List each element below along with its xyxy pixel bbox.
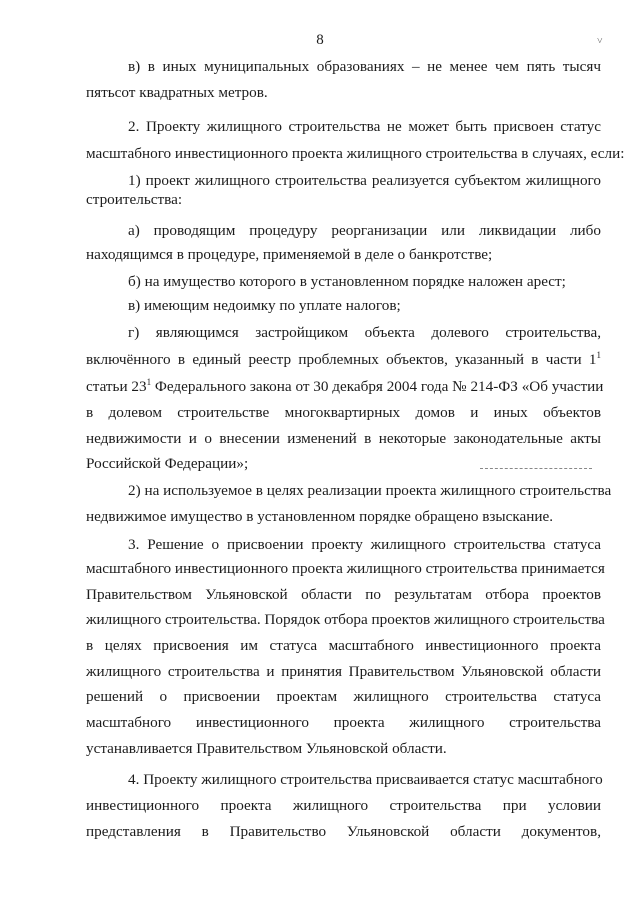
text-line: решений о присвоении проектам жилищного строительства статуса: [86, 688, 601, 705]
text-line: находящимся в процедуре, применяемой в деле о банкротстве;: [86, 246, 493, 263]
text-line: инвестиционного проекта жилищного строительства при условии: [86, 797, 601, 814]
scan-mark: ˅: [597, 36, 603, 47]
text-line-with-superscript: [86, 377, 604, 396]
text-line: 2) на используемое в целях реализации проекта жилищного строительства: [128, 482, 612, 499]
text-line: 4. Проекту жилищного строительства присваивается статус масштабного: [128, 771, 603, 788]
text-line: 1) проект жилищного строительства реализуется субъектом жилищного: [128, 172, 601, 189]
text-line: в) в иных муниципальных образованиях – не менее чем пять тысяч: [128, 58, 601, 75]
text-fragment: статьи 23: [86, 378, 147, 395]
superscript: 1: [146, 377, 152, 387]
text-fragment: включённого в единый реестр проблемных объектов, указанный в части 1: [86, 351, 597, 368]
text-line: масштабного инвестиционного проекта жилищного строительства в случаях, если:: [86, 145, 625, 162]
text-line: недвижимости и о внесении изменений в некоторые законодательные акты: [86, 430, 601, 447]
superscript: 1: [596, 350, 601, 360]
text-line: г) являющимся застройщиком объекта долевого строительства,: [128, 324, 601, 341]
text-line-with-superscript: [86, 351, 601, 369]
text-line: строительства:: [86, 191, 183, 208]
text-line: жилищного строительства. Порядок отбора проектов жилищного строительства: [86, 611, 605, 628]
text-line: Правительством Ульяновской области по результатам отбора проектов: [86, 586, 601, 603]
text-line: в целях присвоения им статуса масштабного инвестиционного проекта: [86, 637, 601, 654]
text-line: 2. Проекту жилищного строительства не может быть присвоен статус: [128, 118, 601, 135]
text-line: масштабного инвестиционного проекта жилищного строительства: [86, 714, 601, 731]
text-line: а) проводящим процедуру реорганизации или ликвидации либо: [128, 222, 601, 239]
text-line: жилищного строительства и принятия Правительством Ульяновской области: [86, 663, 601, 680]
text-line: представления в Правительство Ульяновской области документов,: [86, 823, 601, 840]
text-line: 3. Решение о присвоении проекту жилищного строительства статуса: [128, 536, 601, 553]
pencil-mark: [480, 468, 592, 470]
text-fragment: Федерального закона от 30 декабря 2004 года № 214-ФЗ «Об участии: [151, 378, 604, 395]
text-line: Российской Федерации»;: [86, 455, 249, 472]
text-line: устанавливается Правительством Ульяновской области.: [86, 740, 447, 757]
page-number: 8: [316, 32, 324, 48]
text-line: недвижимое имущество в установленном порядке обращено взыскание.: [86, 508, 554, 525]
text-line: б) на имущество которого в установленном порядке наложен арест;: [128, 273, 566, 290]
text-line: в) имеющим недоимку по уплате налогов;: [128, 297, 401, 314]
text-line: масштабного инвестиционного проекта жилищного строительства принимается: [86, 560, 605, 577]
text-line: пятьсот квадратных метров.: [86, 84, 268, 101]
text-line: в долевом строительстве многоквартирных домов и иных объектов: [86, 404, 601, 421]
